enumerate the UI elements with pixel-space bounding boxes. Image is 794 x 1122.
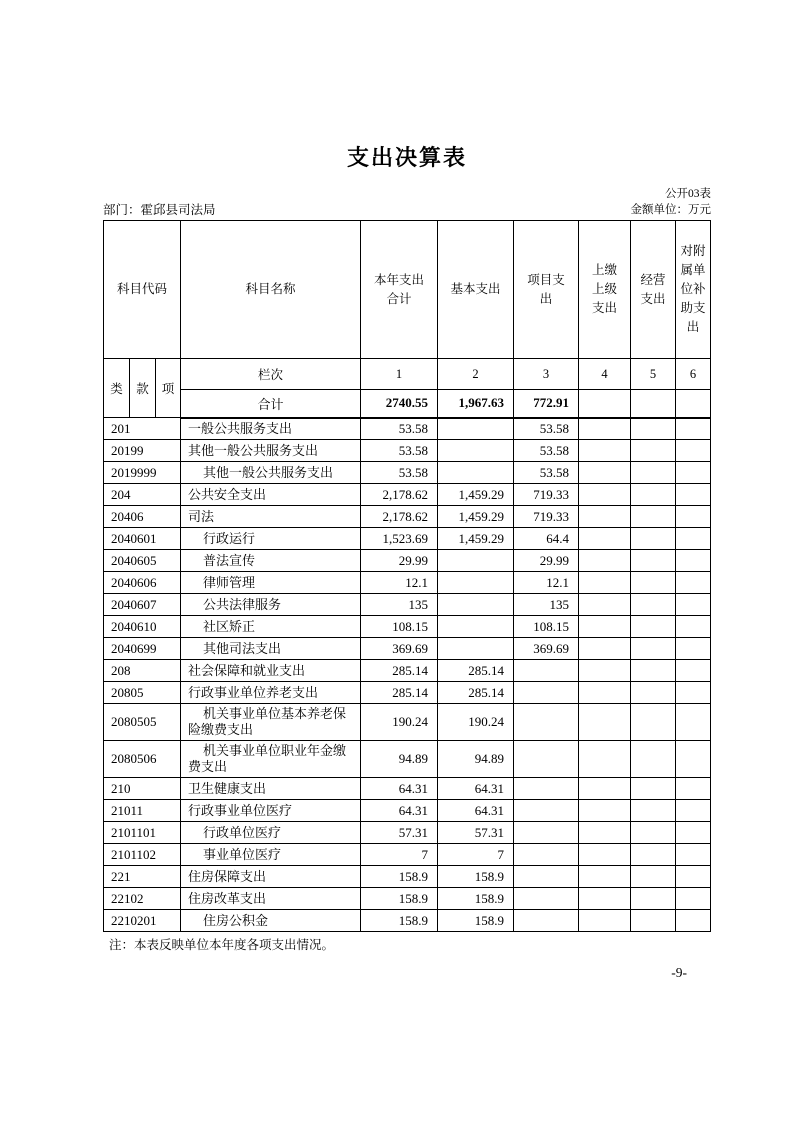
subject-name-cell: 行政事业单位养老支出 — [181, 682, 361, 704]
value-project-cell: 53.58 — [514, 440, 579, 462]
value-upper-cell — [579, 822, 631, 844]
value-project-cell: 108.15 — [514, 616, 579, 638]
code-part-item: 项 — [156, 359, 181, 418]
value-upper-cell — [579, 741, 631, 778]
value-basic-cell: 94.89 — [438, 741, 514, 778]
value-subsidy-cell — [676, 682, 711, 704]
column-header-subject-name: 科目名称 — [181, 221, 361, 359]
value-subsidy-cell — [676, 638, 711, 660]
value-upper-cell — [579, 888, 631, 910]
subject-code-cell: 2040699 — [104, 638, 181, 660]
value-basic-cell — [438, 550, 514, 572]
table-row — [104, 440, 711, 462]
value-project-cell — [514, 866, 579, 888]
value-basic-cell: 7 — [438, 844, 514, 866]
table-row — [104, 844, 711, 866]
value-operating-cell — [631, 462, 676, 484]
subject-code-cell: 2080506 — [104, 741, 181, 778]
column-index-6: 6 — [676, 359, 711, 390]
code-part-section: 款 — [130, 359, 156, 418]
subject-code-cell: 20805 — [104, 682, 181, 704]
value-operating-cell — [631, 741, 676, 778]
value-annual-total-cell: 158.9 — [361, 888, 438, 910]
value-project-cell — [514, 660, 579, 682]
table-row — [104, 528, 711, 550]
value-operating-cell — [631, 822, 676, 844]
value-basic-cell: 1,459.29 — [438, 528, 514, 550]
value-upper-cell — [579, 440, 631, 462]
table-note: 注：本表反映单位本年度各项支出情况。 — [109, 938, 335, 952]
value-annual-total-cell: 12.1 — [361, 572, 438, 594]
value-annual-total-cell: 53.58 — [361, 418, 438, 440]
value-operating-cell — [631, 910, 676, 932]
value-basic-cell — [438, 572, 514, 594]
value-basic-cell — [438, 638, 514, 660]
value-operating-cell — [631, 800, 676, 822]
value-upper-cell — [579, 572, 631, 594]
value-operating-cell — [631, 484, 676, 506]
value-annual-total-cell: 29.99 — [361, 550, 438, 572]
value-project-cell: 719.33 — [514, 484, 579, 506]
subject-code-cell: 2040607 — [104, 594, 181, 616]
table-row — [104, 866, 711, 888]
column-index-4: 4 — [579, 359, 631, 390]
value-subsidy-cell — [676, 778, 711, 800]
value-project-cell: 53.58 — [514, 462, 579, 484]
value-basic-cell: 158.9 — [438, 910, 514, 932]
grand-total-upper — [579, 390, 631, 418]
subject-code-cell: 2040610 — [104, 616, 181, 638]
grand-total-operating — [631, 390, 676, 418]
column-index-row — [104, 359, 711, 390]
subject-name-cell: 行政事业单位医疗 — [181, 800, 361, 822]
table-row — [104, 910, 711, 932]
department-label: 部门：霍邱县司法局 — [103, 203, 216, 217]
value-operating-cell — [631, 440, 676, 462]
subject-code-cell: 20199 — [104, 440, 181, 462]
value-annual-total-cell: 2,178.62 — [361, 506, 438, 528]
value-operating-cell — [631, 660, 676, 682]
value-annual-total-cell: 64.31 — [361, 800, 438, 822]
expenditure-table — [103, 220, 711, 932]
grand-total-project: 772.91 — [514, 390, 579, 418]
grand-total-basic: 1,967.63 — [438, 390, 514, 418]
subject-name-cell: 住房保障支出 — [181, 866, 361, 888]
value-operating-cell — [631, 550, 676, 572]
subject-code-cell: 2040605 — [104, 550, 181, 572]
value-operating-cell — [631, 506, 676, 528]
value-annual-total-cell: 108.15 — [361, 616, 438, 638]
subject-name-cell: 律师管理 — [181, 572, 361, 594]
column-index-3: 3 — [514, 359, 579, 390]
subject-name-cell: 卫生健康支出 — [181, 778, 361, 800]
subject-code-cell: 21011 — [104, 800, 181, 822]
value-subsidy-cell — [676, 528, 711, 550]
column-index-1: 1 — [361, 359, 438, 390]
value-upper-cell — [579, 616, 631, 638]
value-project-cell: 135 — [514, 594, 579, 616]
column-header-upper-level-expenditure: 上缴上级支出 — [579, 221, 631, 359]
subject-name-cell: 住房公积金 — [181, 910, 361, 932]
value-basic-cell: 64.31 — [438, 800, 514, 822]
table-row — [104, 778, 711, 800]
value-operating-cell — [631, 778, 676, 800]
subject-name-cell: 司法 — [181, 506, 361, 528]
value-basic-cell: 190.24 — [438, 704, 514, 741]
value-project-cell: 53.58 — [514, 418, 579, 440]
table-row — [104, 550, 711, 572]
value-upper-cell — [579, 778, 631, 800]
value-project-cell: 719.33 — [514, 506, 579, 528]
value-operating-cell — [631, 866, 676, 888]
value-basic-cell: 285.14 — [438, 660, 514, 682]
value-upper-cell — [579, 550, 631, 572]
table-row — [104, 822, 711, 844]
subject-code-cell: 2040606 — [104, 572, 181, 594]
subject-name-cell: 公共法律服务 — [181, 594, 361, 616]
value-subsidy-cell — [676, 822, 711, 844]
document-content — [103, 0, 711, 981]
column-index-label: 栏次 — [181, 359, 361, 390]
value-subsidy-cell — [676, 550, 711, 572]
value-subsidy-cell — [676, 800, 711, 822]
value-subsidy-cell — [676, 572, 711, 594]
value-project-cell — [514, 704, 579, 741]
table-row — [104, 616, 711, 638]
value-subsidy-cell — [676, 462, 711, 484]
table-row — [104, 462, 711, 484]
value-basic-cell: 1,459.29 — [438, 506, 514, 528]
table-header-row — [104, 221, 711, 359]
subject-name-cell: 机关事业单位职业年金缴费支出 — [181, 741, 361, 778]
table-row — [104, 800, 711, 822]
value-subsidy-cell — [676, 888, 711, 910]
value-annual-total-cell: 285.14 — [361, 660, 438, 682]
grand-total-label: 合计 — [181, 390, 361, 418]
subject-name-cell: 其他司法支出 — [181, 638, 361, 660]
value-subsidy-cell — [676, 741, 711, 778]
value-upper-cell — [579, 506, 631, 528]
value-upper-cell — [579, 910, 631, 932]
value-upper-cell — [579, 462, 631, 484]
page-title: 支出决算表 — [346, 145, 467, 170]
value-upper-cell — [579, 844, 631, 866]
table-row — [104, 741, 711, 778]
value-annual-total-cell: 53.58 — [361, 440, 438, 462]
value-basic-cell: 158.9 — [438, 866, 514, 888]
value-annual-total-cell: 135 — [361, 594, 438, 616]
value-upper-cell — [579, 800, 631, 822]
value-upper-cell — [579, 638, 631, 660]
amount-unit-label: 金额单位：万元 — [630, 204, 711, 216]
value-project-cell — [514, 682, 579, 704]
value-annual-total-cell: 2,178.62 — [361, 484, 438, 506]
subject-code-cell: 22102 — [104, 888, 181, 910]
subject-code-cell: 221 — [104, 866, 181, 888]
value-basic-cell — [438, 594, 514, 616]
value-basic-cell — [438, 440, 514, 462]
value-basic-cell: 57.31 — [438, 822, 514, 844]
value-subsidy-cell — [676, 844, 711, 866]
value-upper-cell — [579, 528, 631, 550]
column-header-annual-total: 本年支出合计 — [361, 221, 438, 359]
value-basic-cell: 285.14 — [438, 682, 514, 704]
value-operating-cell — [631, 594, 676, 616]
value-annual-total-cell: 64.31 — [361, 778, 438, 800]
value-project-cell — [514, 888, 579, 910]
value-annual-total-cell: 158.9 — [361, 910, 438, 932]
value-operating-cell — [631, 638, 676, 660]
value-project-cell: 64.4 — [514, 528, 579, 550]
value-annual-total-cell: 369.69 — [361, 638, 438, 660]
value-basic-cell — [438, 462, 514, 484]
value-upper-cell — [579, 418, 631, 440]
code-part-class: 类 — [104, 359, 130, 418]
subject-name-cell: 公共安全支出 — [181, 484, 361, 506]
subject-code-cell: 2019999 — [104, 462, 181, 484]
value-basic-cell — [438, 616, 514, 638]
value-project-cell: 29.99 — [514, 550, 579, 572]
table-row — [104, 484, 711, 506]
value-annual-total-cell: 190.24 — [361, 704, 438, 741]
subject-name-cell: 普法宣传 — [181, 550, 361, 572]
value-basic-cell: 1,459.29 — [438, 484, 514, 506]
value-operating-cell — [631, 844, 676, 866]
subject-code-cell: 2101101 — [104, 822, 181, 844]
subject-name-cell: 一般公共服务支出 — [181, 418, 361, 440]
value-subsidy-cell — [676, 866, 711, 888]
value-project-cell — [514, 741, 579, 778]
value-annual-total-cell: 53.58 — [361, 462, 438, 484]
value-project-cell — [514, 800, 579, 822]
subject-code-cell: 2080505 — [104, 704, 181, 741]
value-subsidy-cell — [676, 704, 711, 741]
value-project-cell — [514, 910, 579, 932]
value-operating-cell — [631, 704, 676, 741]
value-upper-cell — [579, 866, 631, 888]
subject-name-cell: 机关事业单位基本养老保险缴费支出 — [181, 704, 361, 741]
meta-row — [103, 202, 711, 218]
table-row — [104, 638, 711, 660]
value-subsidy-cell — [676, 440, 711, 462]
value-operating-cell — [631, 572, 676, 594]
value-annual-total-cell: 158.9 — [361, 866, 438, 888]
value-upper-cell — [579, 682, 631, 704]
value-annual-total-cell: 94.89 — [361, 741, 438, 778]
value-project-cell — [514, 844, 579, 866]
column-header-basic-expenditure: 基本支出 — [438, 221, 514, 359]
table-row — [104, 888, 711, 910]
subject-code-cell: 2040601 — [104, 528, 181, 550]
value-subsidy-cell — [676, 484, 711, 506]
value-operating-cell — [631, 682, 676, 704]
subject-code-cell: 2210201 — [104, 910, 181, 932]
table-row — [104, 572, 711, 594]
column-header-operating-expenditure: 经营支出 — [631, 221, 676, 359]
column-header-project-expenditure: 项目支出 — [514, 221, 579, 359]
value-subsidy-cell — [676, 418, 711, 440]
subject-code-cell: 201 — [104, 418, 181, 440]
grand-total-row — [104, 390, 711, 418]
value-subsidy-cell — [676, 616, 711, 638]
table-row — [104, 682, 711, 704]
value-upper-cell — [579, 660, 631, 682]
value-upper-cell — [579, 484, 631, 506]
table-row — [104, 660, 711, 682]
table-row — [104, 704, 711, 741]
value-annual-total-cell: 1,523.69 — [361, 528, 438, 550]
value-project-cell — [514, 778, 579, 800]
value-subsidy-cell — [676, 594, 711, 616]
value-basic-cell: 64.31 — [438, 778, 514, 800]
subject-code-cell: 20406 — [104, 506, 181, 528]
value-project-cell — [514, 822, 579, 844]
value-annual-total-cell: 285.14 — [361, 682, 438, 704]
value-subsidy-cell — [676, 910, 711, 932]
table-row — [104, 418, 711, 440]
value-operating-cell — [631, 616, 676, 638]
subject-name-cell: 其他一般公共服务支出 — [181, 462, 361, 484]
subject-name-cell: 行政运行 — [181, 528, 361, 550]
subject-name-cell: 社会保障和就业支出 — [181, 660, 361, 682]
value-annual-total-cell: 57.31 — [361, 822, 438, 844]
subject-code-cell: 204 — [104, 484, 181, 506]
column-index-2: 2 — [438, 359, 514, 390]
value-upper-cell — [579, 704, 631, 741]
grand-total-annual: 2740.55 — [361, 390, 438, 418]
value-operating-cell — [631, 418, 676, 440]
value-annual-total-cell: 7 — [361, 844, 438, 866]
subject-name-cell: 行政单位医疗 — [181, 822, 361, 844]
value-basic-cell — [438, 418, 514, 440]
value-basic-cell: 158.9 — [438, 888, 514, 910]
value-upper-cell — [579, 594, 631, 616]
subject-code-cell: 2101102 — [104, 844, 181, 866]
form-code-label: 公开03表 — [665, 188, 711, 200]
subject-name-cell: 事业单位医疗 — [181, 844, 361, 866]
subject-code-cell: 210 — [104, 778, 181, 800]
value-subsidy-cell — [676, 506, 711, 528]
subject-name-cell: 社区矫正 — [181, 616, 361, 638]
subject-code-cell: 208 — [104, 660, 181, 682]
subject-name-cell: 其他一般公共服务支出 — [181, 440, 361, 462]
table-row — [104, 594, 711, 616]
value-project-cell: 369.69 — [514, 638, 579, 660]
page-number: -9- — [671, 965, 687, 980]
grand-total-subsidy — [676, 390, 711, 418]
column-index-5: 5 — [631, 359, 676, 390]
value-subsidy-cell — [676, 660, 711, 682]
subject-name-cell: 住房改革支出 — [181, 888, 361, 910]
value-operating-cell — [631, 528, 676, 550]
value-operating-cell — [631, 888, 676, 910]
column-header-subject-code: 科目代码 — [104, 221, 181, 359]
value-project-cell: 12.1 — [514, 572, 579, 594]
column-header-subsidy-expenditure: 对附属单位补助支出 — [676, 221, 711, 359]
table-row — [104, 506, 711, 528]
